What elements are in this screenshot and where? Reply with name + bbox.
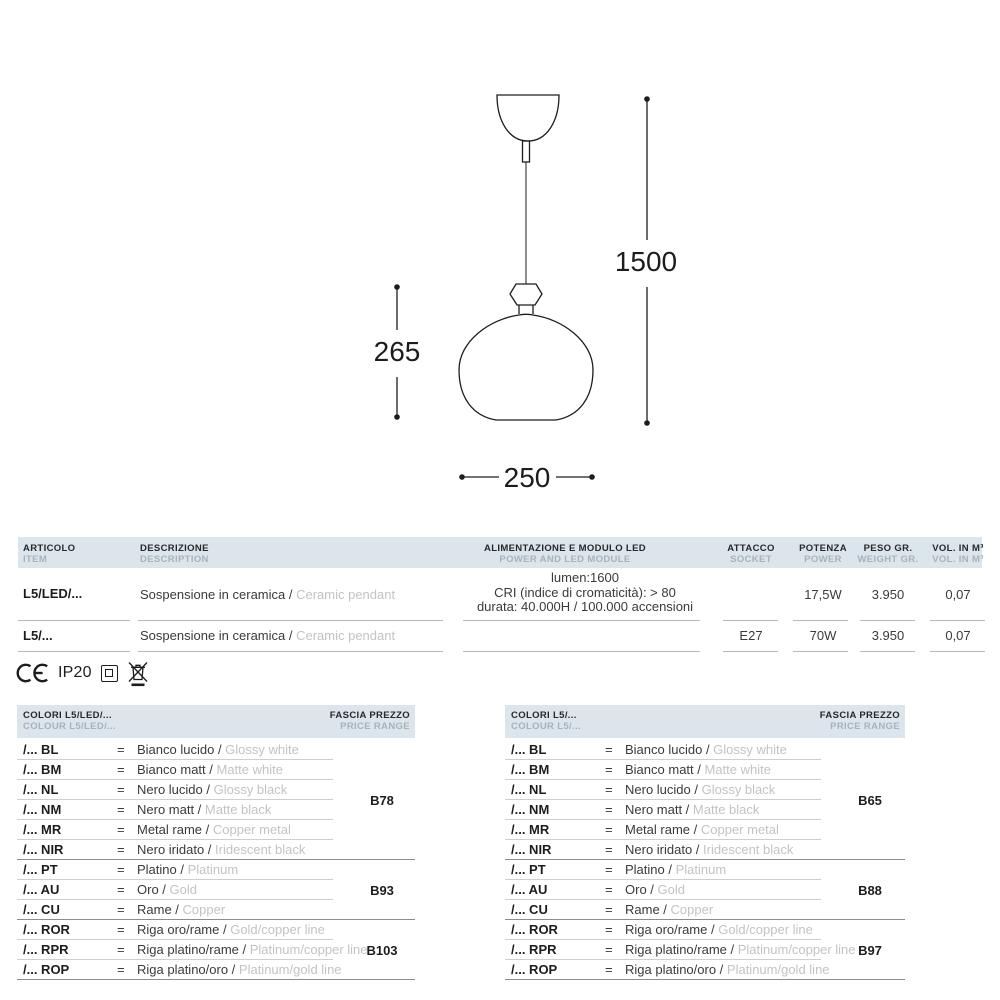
color-code: /... MR [511, 822, 550, 837]
color-name-it: Oro / [625, 882, 658, 897]
volume-value: 0,07 [945, 587, 971, 602]
equals-sign: = [605, 882, 613, 897]
equals-sign: = [117, 862, 125, 877]
color-code: /... NL [23, 782, 59, 797]
row-separator [138, 651, 443, 652]
socket-value: E27 [739, 628, 763, 643]
color-row [505, 920, 821, 940]
description-en: Ceramic pendant [296, 628, 396, 643]
color-row [505, 820, 821, 840]
color-name-it: Oro / [137, 882, 170, 897]
ce-mark-icon [16, 663, 49, 683]
color-name-it: Riga platino/rame / [625, 942, 738, 957]
header-en: POWER AND LED MODULE [499, 554, 631, 565]
article-code: L5/... [23, 628, 53, 643]
certification-icons [16, 658, 149, 688]
color-name [137, 942, 368, 957]
price-header-en: PRICE RANGE [830, 721, 900, 732]
header-it: DESCRIZIONE [140, 543, 209, 554]
color-name [137, 962, 342, 977]
color-table-led-version [17, 705, 415, 983]
equals-sign: = [605, 922, 613, 937]
color-name-it: Riga platino/oro / [625, 962, 727, 977]
color-row [17, 860, 333, 880]
price-header-en: PRICE RANGE [340, 721, 410, 732]
color-name-it: Rame / [625, 902, 671, 917]
color-name [137, 902, 225, 917]
price-range-value: B97 [858, 942, 882, 958]
color-code: /... NM [511, 802, 550, 817]
equals-sign: = [117, 962, 125, 977]
color-row [505, 860, 821, 880]
color-name-it: Metal rame / [625, 822, 701, 837]
ip-rating-label: IP20 [58, 664, 92, 681]
header-en: ITEM [23, 554, 48, 565]
equals-sign: = [117, 782, 125, 797]
equals-sign: = [605, 962, 613, 977]
color-table-header-band [505, 705, 905, 738]
color-row [17, 880, 333, 900]
color-name-it: Metal rame / [137, 822, 213, 837]
color-row [505, 740, 821, 760]
color-code: /... ROR [23, 922, 70, 937]
color-row [17, 760, 333, 780]
color-name-it: Nero iridato / [625, 842, 704, 857]
equals-sign: = [117, 882, 125, 897]
color-name-en: Gold [657, 882, 685, 897]
led-line: durata: 40.000H / 100.000 accensioni [476, 599, 694, 614]
color-row [17, 800, 333, 820]
equals-sign: = [117, 822, 125, 837]
color-code: /... RPR [511, 942, 557, 957]
equals-sign: = [605, 762, 613, 777]
color-name-en: Copper [670, 902, 714, 917]
color-table-standard-version [505, 705, 905, 983]
color-name-en: Platinum/gold line [726, 962, 830, 977]
equals-sign: = [605, 942, 613, 957]
color-code: /... MR [23, 822, 62, 837]
color-name-en: Gold/copper line [230, 922, 325, 937]
color-name [625, 782, 775, 797]
equals-sign: = [117, 802, 125, 817]
color-row [505, 940, 856, 960]
row-separator [463, 651, 700, 652]
color-name-en: Glossy black [213, 782, 288, 797]
equals-sign: = [117, 942, 125, 957]
double-insulation-icon [101, 665, 118, 682]
double-insulation-inner [105, 669, 113, 677]
color-name-en: Platinum/copper line [737, 942, 856, 957]
color-code: /... NL [511, 782, 547, 797]
ferrule-neck [519, 305, 533, 314]
color-name-en: Platinum/copper line [249, 942, 368, 957]
color-name [137, 862, 238, 877]
power-value: 70W [809, 628, 837, 643]
color-name-it: Nero lucido / [625, 782, 702, 797]
title-en: COLOUR L5/LED/... [23, 721, 117, 732]
row-separator [793, 620, 848, 621]
equals-sign: = [605, 782, 613, 797]
color-row [505, 780, 821, 800]
ferrule-knob [510, 284, 542, 305]
dimension-total-drop-label: 1500 [614, 246, 678, 277]
color-name-it: Rame / [137, 902, 183, 917]
color-name-it: Nero matt / [137, 802, 205, 817]
color-code: /... CU [511, 902, 548, 917]
equals-sign: = [605, 802, 613, 817]
price-range-value: B65 [858, 792, 882, 808]
color-name [625, 902, 713, 917]
row-separator [138, 620, 443, 621]
color-name [625, 742, 787, 757]
color-name-en: Platinum/gold line [238, 962, 342, 977]
title-en: COLOUR L5/... [511, 721, 581, 732]
color-name-en: Copper metal [700, 822, 779, 837]
color-name-en: Copper metal [212, 822, 291, 837]
color-row [17, 820, 333, 840]
equals-sign: = [117, 762, 125, 777]
column-header-alimentazione [445, 543, 685, 565]
color-name [137, 742, 299, 757]
color-row [17, 920, 333, 940]
color-name-en: Platinum [187, 862, 239, 877]
equals-sign: = [117, 922, 125, 937]
canopy-stem [523, 141, 530, 162]
row-separator [860, 651, 915, 652]
color-name-it: Nero matt / [625, 802, 693, 817]
power-value: 17,5W [804, 587, 842, 602]
color-row [505, 800, 821, 820]
color-name [625, 962, 830, 977]
color-code: /... BM [511, 762, 550, 777]
color-code: /... BL [23, 742, 59, 757]
row-separator [860, 620, 915, 621]
dimension-shade-diameter-label: 250 [503, 462, 551, 493]
color-name [137, 782, 287, 797]
color-name-it: Riga oro/rame / [137, 922, 231, 937]
color-name-en: Platinum [675, 862, 727, 877]
column-header-articolo [23, 543, 75, 565]
color-row [505, 760, 821, 780]
canopy-outline [497, 95, 559, 141]
color-name [137, 882, 197, 897]
color-name-en: Glossy white [713, 742, 787, 757]
color-name-en: Glossy white [225, 742, 299, 757]
color-code: /... NIR [23, 842, 64, 857]
color-table-header-band [17, 705, 415, 738]
color-name-it: Riga oro/rame / [625, 922, 719, 937]
header-it: ATTACCO [727, 543, 775, 554]
color-name-en: Matte white [216, 762, 283, 777]
header-it: POTENZA [799, 543, 847, 554]
header-it: VOL. IN M³ [932, 543, 984, 554]
title-it: COLORI L5/... [511, 710, 577, 721]
price-range-header [820, 710, 900, 738]
color-name-en: Matte black [692, 802, 760, 817]
color-row [17, 940, 368, 960]
color-name [625, 942, 856, 957]
row-separator [723, 620, 778, 621]
volume-value: 0,07 [945, 628, 971, 643]
header-en: POWER [804, 554, 842, 565]
led-line: lumen:1600 [551, 570, 619, 585]
color-name-it: Bianco lucido / [625, 742, 714, 757]
row-separator [463, 620, 700, 621]
dimension-shade-height-label: 265 [373, 336, 421, 367]
column-header-vol [908, 543, 1000, 565]
price-range-value: B88 [858, 882, 882, 898]
row-separator [723, 651, 778, 652]
color-name-it: Nero lucido / [137, 782, 214, 797]
color-name-en: Glossy black [701, 782, 776, 797]
equals-sign: = [605, 902, 613, 917]
color-name [137, 922, 325, 937]
row-separator [930, 620, 985, 621]
color-name-en: Gold [169, 882, 197, 897]
color-name-en: Gold/copper line [718, 922, 813, 937]
header-en: DESCRIPTION [140, 554, 209, 565]
color-name-it: Nero iridato / [137, 842, 216, 857]
color-name-it: Bianco matt / [137, 762, 217, 777]
row-separator [18, 620, 130, 621]
header-en: VOL. IN M³ [932, 554, 984, 565]
led-module-info [460, 571, 710, 615]
header-it: PESO GR. [863, 543, 913, 554]
color-code: /... NM [23, 802, 62, 817]
price-range-value: B78 [370, 792, 394, 808]
header-it: ALIMENTAZIONE E MODULO LED [484, 543, 646, 554]
equals-sign: = [117, 842, 125, 857]
color-code: /... AU [511, 882, 548, 897]
color-name [625, 882, 685, 897]
description-en: Ceramic pendant [296, 587, 396, 602]
weight-value: 3.950 [871, 628, 905, 643]
color-code: /... CU [23, 902, 60, 917]
description [140, 587, 395, 602]
color-name [625, 802, 759, 817]
color-name-en: Copper [182, 902, 226, 917]
led-line: CRI (indice di cromaticità): > 80 [494, 584, 676, 600]
color-name-it: Bianco lucido / [137, 742, 226, 757]
color-name-it: Bianco matt / [625, 762, 705, 777]
color-code: /... NIR [511, 842, 552, 857]
color-name-en: Matte black [204, 802, 272, 817]
color-name [625, 822, 779, 837]
color-code: /... PT [511, 862, 546, 877]
color-name-it: Riga platino/oro / [137, 962, 239, 977]
color-table-title [511, 710, 581, 738]
price-range-header [330, 710, 410, 738]
description-it: Sospensione in ceramica / [140, 587, 297, 602]
row-separator [18, 651, 130, 652]
color-code: /... AU [23, 882, 60, 897]
row-separator [930, 651, 985, 652]
color-code: /... BL [511, 742, 547, 757]
color-name [137, 842, 305, 857]
color-row [505, 880, 821, 900]
article-code: L5/LED/... [23, 586, 83, 601]
header-en: SOCKET [730, 554, 772, 565]
header-en: WEIGHT GR. [857, 554, 919, 565]
color-code: /... PT [23, 862, 58, 877]
description-it: Sospensione in ceramica / [140, 628, 297, 643]
color-row [17, 740, 333, 760]
price-range-value: B103 [366, 942, 398, 958]
color-name-it: Platino / [137, 862, 188, 877]
color-code: /... ROP [511, 962, 558, 977]
equals-sign: = [605, 862, 613, 877]
weight-value: 3.950 [871, 587, 905, 602]
equals-sign: = [605, 822, 613, 837]
color-name [625, 862, 726, 877]
color-row [17, 780, 333, 800]
color-name [625, 762, 771, 777]
color-name-it: Platino / [625, 862, 676, 877]
color-code: /... ROP [23, 962, 70, 977]
weee-crossed-bin-icon [127, 660, 149, 687]
row-separator [793, 651, 848, 652]
color-code: /... BM [23, 762, 62, 777]
header-it: ARTICOLO [23, 543, 76, 554]
color-name [137, 822, 291, 837]
color-name [625, 842, 793, 857]
column-header-descrizione [140, 543, 209, 565]
price-header-it: FASCIA PREZZO [329, 710, 410, 721]
color-name-en: Iridescent black [703, 842, 794, 857]
color-name-en: Matte white [704, 762, 771, 777]
equals-sign: = [605, 842, 613, 857]
equals-sign: = [117, 742, 125, 757]
color-name [137, 802, 271, 817]
title-it: COLORI L5/LED/... [23, 710, 112, 721]
equals-sign: = [605, 742, 613, 757]
color-name [625, 922, 813, 937]
color-code: /... ROR [511, 922, 558, 937]
color-table-title [23, 710, 116, 738]
equals-sign: = [117, 902, 125, 917]
color-name [137, 762, 283, 777]
price-range-value: B93 [370, 882, 394, 898]
color-name-en: Iridescent black [215, 842, 306, 857]
color-code: /... RPR [23, 942, 69, 957]
description [140, 628, 395, 643]
color-name-it: Riga platino/rame / [137, 942, 250, 957]
shade-outline [459, 314, 593, 420]
price-header-it: FASCIA PREZZO [819, 710, 900, 721]
